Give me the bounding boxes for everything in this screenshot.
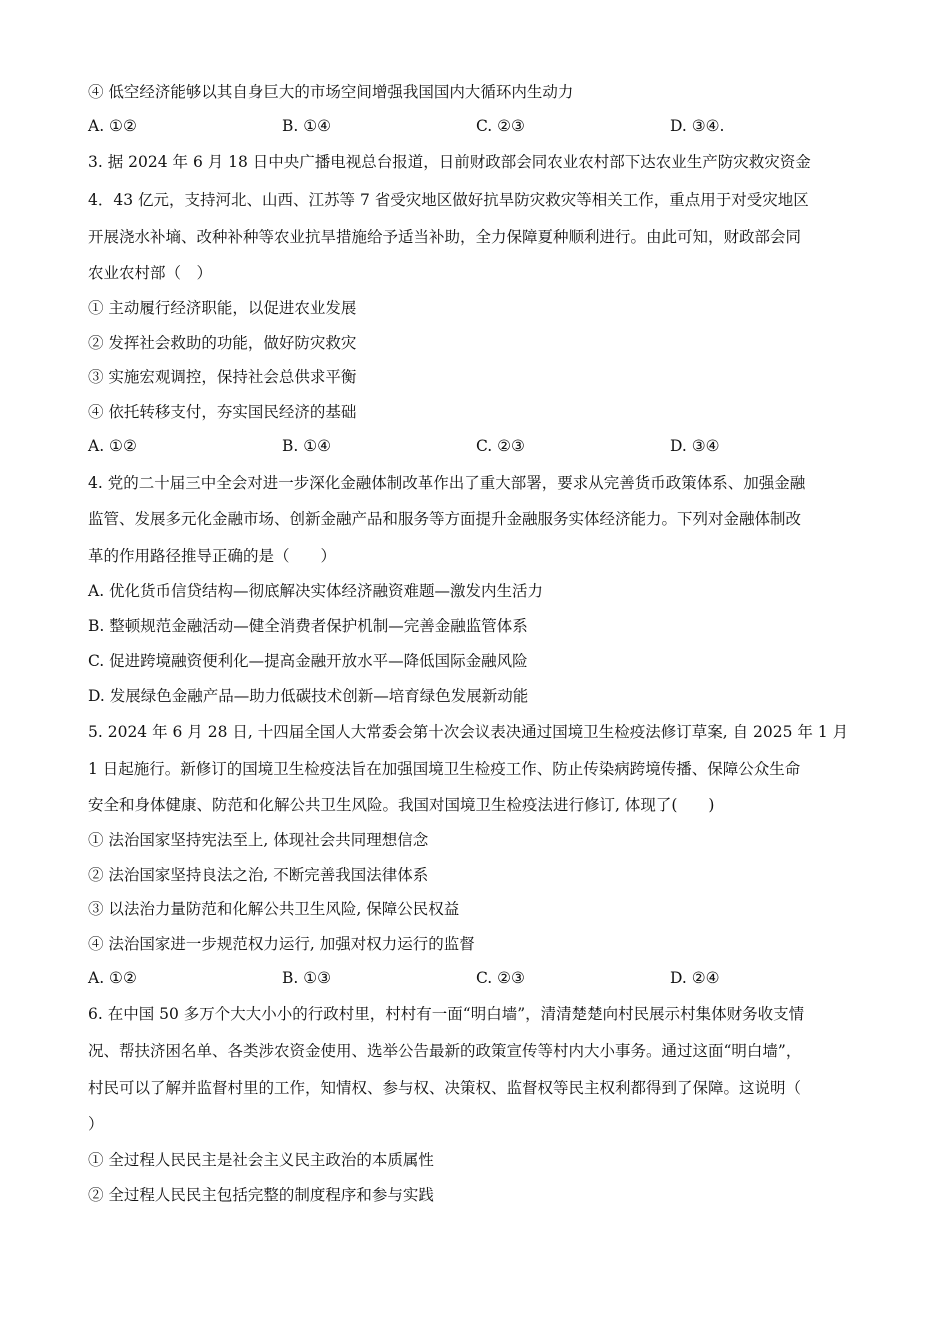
q3-item-1: ① 主动履行经济职能，以促进农业发展: [88, 299, 357, 317]
q2-option-b: B. ①④: [282, 117, 332, 135]
q5-item-1: ① 法治国家坚持宪法至上, 体现社会共同理想信念: [88, 831, 429, 849]
q5-item-3: ③ 以法治力量防范和化解公共卫生风险, 保障公民权益: [88, 900, 460, 918]
q2-option-c: C. ②③: [476, 117, 525, 135]
q3-option-d: D. ③④: [670, 437, 720, 455]
q6-item-1: ① 全过程人民民主是社会主义民主政治的本质属性: [88, 1151, 434, 1169]
q5-option-b: B. ①③: [282, 969, 332, 987]
q3-item-3: ③ 实施宏观调控，保持社会总供求平衡: [88, 368, 357, 386]
q4-option-b: B. 整顿规范金融活动—健全消费者保护机制—完善金融监管体系: [88, 617, 528, 635]
q2-options: [88, 116, 868, 136]
q5-stem-line-3: 安全和身体健康、防范和化解公共卫生风险。我国对国境卫生检疫法进行修订, 体现了( ): [88, 796, 715, 814]
q3-stem-line-2: 4．43 亿元，支持河北、山西、江苏等 7 省受灾地区做好抗旱防灾救灾等相关工作，重点用于对受灾地区: [88, 191, 809, 209]
q4-option-d: D. 发展绿色金融产品—助力低碳技术创新—培育绿色发展新动能: [88, 687, 529, 705]
q3-option-a: A. ①②: [88, 437, 137, 455]
q3-stem-line-3: 开展浇水补墒、改种补种等农业抗旱措施给予适当补助，全力保障夏种顺利进行。由此可知，财政部会同: [88, 228, 802, 246]
q4-stem-line-1: 4. 党的二十届三中全会对进一步深化金融体制改革作出了重大部署，要求从完善货币政策体系、加强金融: [88, 474, 806, 492]
q5-stem-line-1: 5. 2024 年 6 月 28 日, 十四届全国人大常委会第十次会议表决通过国境卫生检疫法修订草案, 自 2025 年 1 月: [88, 723, 849, 741]
q4-option-c: C. 促进跨境融资便利化—提高金融开放水平—降低国际金融风险: [88, 652, 528, 670]
q6-stem-line-4: ）: [88, 1115, 104, 1133]
q5-item-4: ④ 法治国家进一步规范权力运行, 加强对权力运行的监督: [88, 935, 475, 953]
q5-stem-line-2: 1 日起施行。新修订的国境卫生检疫法旨在加强国境卫生检疫工作、防止传染病跨境传播、保障公众生命: [88, 760, 801, 778]
q4-stem-line-2: 监管、发展多元化金融市场、创新金融产品和服务等方面提升金融服务实体经济能力。下列对金融体制改: [88, 510, 802, 528]
q3-option-c: C. ②③: [476, 437, 525, 455]
q3-options: [88, 436, 868, 456]
q5-item-2: ② 法治国家坚持良法之治, 不断完善我国法律体系: [88, 866, 429, 884]
q2-option-d: D. ③④.: [670, 117, 725, 135]
q6-stem-line-2: 况、帮扶济困名单、各类涉农资金使用、选举公告最新的政策宣传等村内大小事务。通过这面“明白墙”，: [88, 1042, 802, 1060]
q2-item-4: ④ 低空经济能够以其自身巨大的市场空间增强我国国内大循环内生动力: [88, 83, 574, 101]
q3-option-b: B. ①④: [282, 437, 332, 455]
q3-item-4: ④ 依托转移支付，夯实国民经济的基础: [88, 403, 357, 421]
q5-option-d: D. ②④: [670, 969, 720, 987]
q3-stem-line-1: 3. 据 2024 年 6 月 18 日中央广播电视总台报道，日前财政部会同农业农村部下达农业生产防灾救灾资金: [88, 153, 811, 171]
q6-stem-line-3: 村民可以了解并监督村里的工作，知情权、参与权、决策权、监督权等民主权利都得到了保障。这说明（: [88, 1079, 802, 1097]
q5-option-a: A. ①②: [88, 969, 137, 987]
q4-option-a: A. 优化货币信贷结构—彻底解决实体经济融资难题—激发内生活力: [88, 582, 544, 600]
q5-options: [88, 968, 868, 988]
q2-option-a: A. ①②: [88, 117, 137, 135]
q3-item-2: ② 发挥社会救助的功能，做好防灾救灾: [88, 334, 357, 352]
q5-option-c: C. ②③: [476, 969, 525, 987]
q6-stem-line-1: 6. 在中国 50 多万个大大小小的行政村里，村村有一面“明白墙”，清清楚楚向村民展示村集体财务收支情: [88, 1005, 805, 1023]
q3-stem-line-4: 农业农村部（ ）: [88, 264, 213, 282]
q4-stem-line-3: 革的作用路径推导正确的是（ ）: [88, 547, 337, 565]
q6-item-2: ② 全过程人民民主包括完整的制度程序和参与实践: [88, 1186, 434, 1204]
